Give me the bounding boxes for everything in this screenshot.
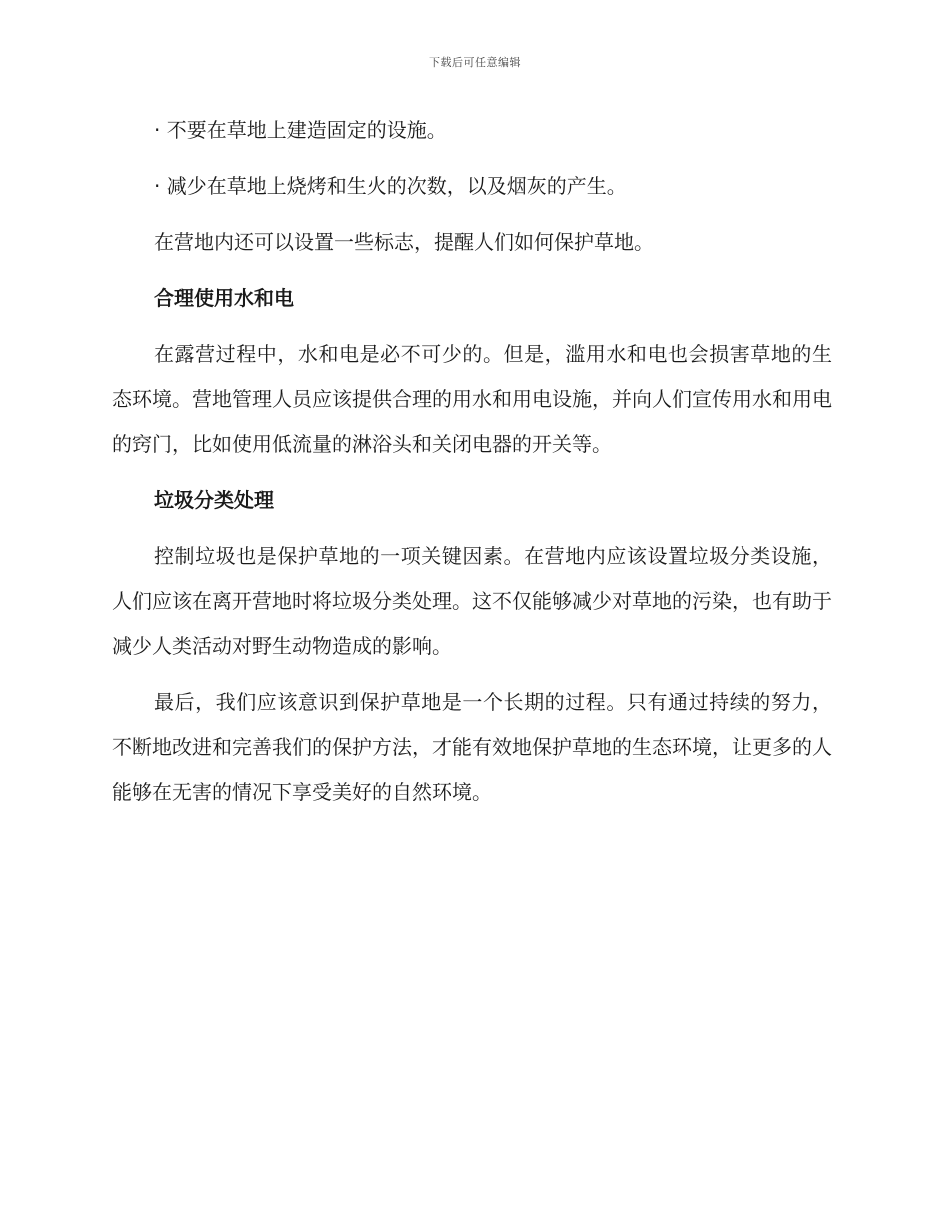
bullet-item-no-fixed-facilities: · 不要在草地上建造固定的设施。	[154, 118, 447, 142]
section-heading-water-electricity: 合理使用水和电	[154, 286, 294, 310]
bullet-item-reduce-bbq: · 减少在草地上烧烤和生火的次数，以及烟灰的产生。	[154, 174, 627, 198]
paragraph-conclusion: 最后，我们应该意识到保护草地是一个长期的过程。只有通过持续的努力，不断地改进和完善我们的保护方法，才能有效地保护草地的生态环境，让更多的人能够在无害的情况下享受美好的自然环境。	[112, 690, 832, 804]
paragraph-signs: 在营地内还可以设置一些标志，提醒人们如何保护草地。	[154, 230, 654, 254]
section-heading-garbage-sorting: 垃圾分类处理	[154, 488, 274, 512]
paragraph-garbage-sorting: 控制垃圾也是保护草地的一项关键因素。在营地内应该设置垃圾分类设施，人们应该在离开营地时将垃圾分类处理。这不仅能够减少对草地的污染，也有助于减少人类活动对野生动物造成的影响。	[112, 544, 832, 658]
paragraph-water-electricity: 在露营过程中，水和电是必不可少的。但是，滥用水和电也会损害草地的生态环境。营地管理人员应该提供合理的用水和用电设施，并向人们宣传用水和用电的窍门，比如使用低流量的淋浴头和关闭电器的开关等。	[112, 342, 832, 456]
page-header-note: 下载后可任意编辑	[429, 56, 521, 69]
document-body	[112, 108, 832, 826]
